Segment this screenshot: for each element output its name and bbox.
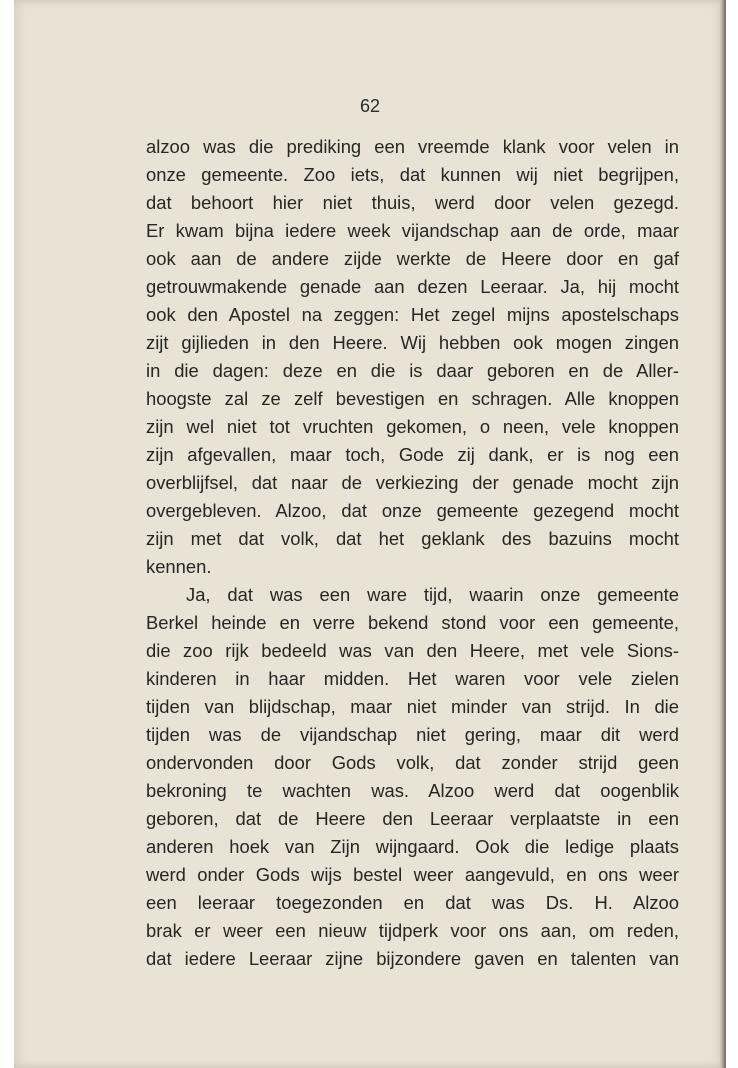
text-line: in die dagen: deze en die is daar geboren en de Aller- xyxy=(146,360,679,381)
text-line: tijden van blijdschap, maar niet minder van strijd. In die xyxy=(146,696,679,717)
text-line: ook den Apostel na zeggen: Het zegel mijns apostelschaps xyxy=(146,304,679,325)
text-line: kennen. xyxy=(146,556,212,577)
text-line: alzoo was die prediking een vreemde klank voor velen in xyxy=(146,136,679,157)
text-line: zijn met dat volk, dat het geklank des bazuins mocht xyxy=(146,528,679,549)
text-line: Er kwam bijna iedere week vijandschap aan de orde, maar xyxy=(146,220,679,241)
text-line: tijden was de vijandschap niet gering, maar dit werd xyxy=(146,724,679,745)
text-line: overgebleven. Alzoo, dat onze gemeente gezegend mocht xyxy=(146,500,679,521)
text-line: Berkel heinde en verre bekend stond voor een gemeente, xyxy=(146,612,679,633)
text-line: die zoo rijk bedeeld was van den Heere, met vele Sions- xyxy=(146,640,679,661)
text-line: brak er weer een nieuw tijdperk voor ons aan, om reden, xyxy=(146,920,679,941)
page-number: 62 xyxy=(359,96,381,116)
text-line: ook aan de andere zijde werkte de Heere door en gaf xyxy=(146,248,679,269)
text-line: een leeraar toegezonden en dat was Ds. H. Alzoo xyxy=(146,892,679,913)
book-page xyxy=(14,0,726,1068)
text-line: overblijfsel, dat naar de verkiezing der genade mocht zijn xyxy=(146,472,679,493)
text-line: bekroning te wachten was. Alzoo werd dat oogenblik xyxy=(146,780,679,801)
text-line: Ja, dat was een ware tijd, waarin onze gemeente xyxy=(186,584,679,605)
text-line: werd onder Gods wijs bestel weer aangevuld, en ons weer xyxy=(146,864,679,885)
text-line: kinderen in haar midden. Het waren voor vele zielen xyxy=(146,668,679,689)
page-edge xyxy=(720,0,726,1068)
text-line: zijn afgevallen, maar toch, Gode zij dank, er is nog een xyxy=(146,444,679,465)
text-line: anderen hoek van Zijn wijngaard. Ook die ledige plaats xyxy=(146,836,679,857)
text-line: zijn wel niet tot vruchten gekomen, o neen, vele knoppen xyxy=(146,416,679,437)
text-line: dat iedere Leeraar zijne bijzondere gaven en talenten van xyxy=(146,948,679,969)
text-line: getrouwmakende genade aan dezen Leeraar. Ja, hij mocht xyxy=(146,276,679,297)
text-line: geboren, dat de Heere den Leeraar verplaatste in een xyxy=(146,808,679,829)
body-text xyxy=(146,133,679,973)
text-line: hoogste zal ze zelf bevestigen en schragen. Alle knoppen xyxy=(146,388,679,409)
text-line: zijt gijlieden in den Heere. Wij hebben ook mogen zingen xyxy=(146,332,679,353)
text-line: onze gemeente. Zoo iets, dat kunnen wij niet begrijpen, xyxy=(146,164,679,185)
text-line: dat behoort hier niet thuis, werd door velen gezegd. xyxy=(146,192,679,213)
text-line: ondervonden door Gods volk, dat zonder strijd geen xyxy=(146,752,679,773)
